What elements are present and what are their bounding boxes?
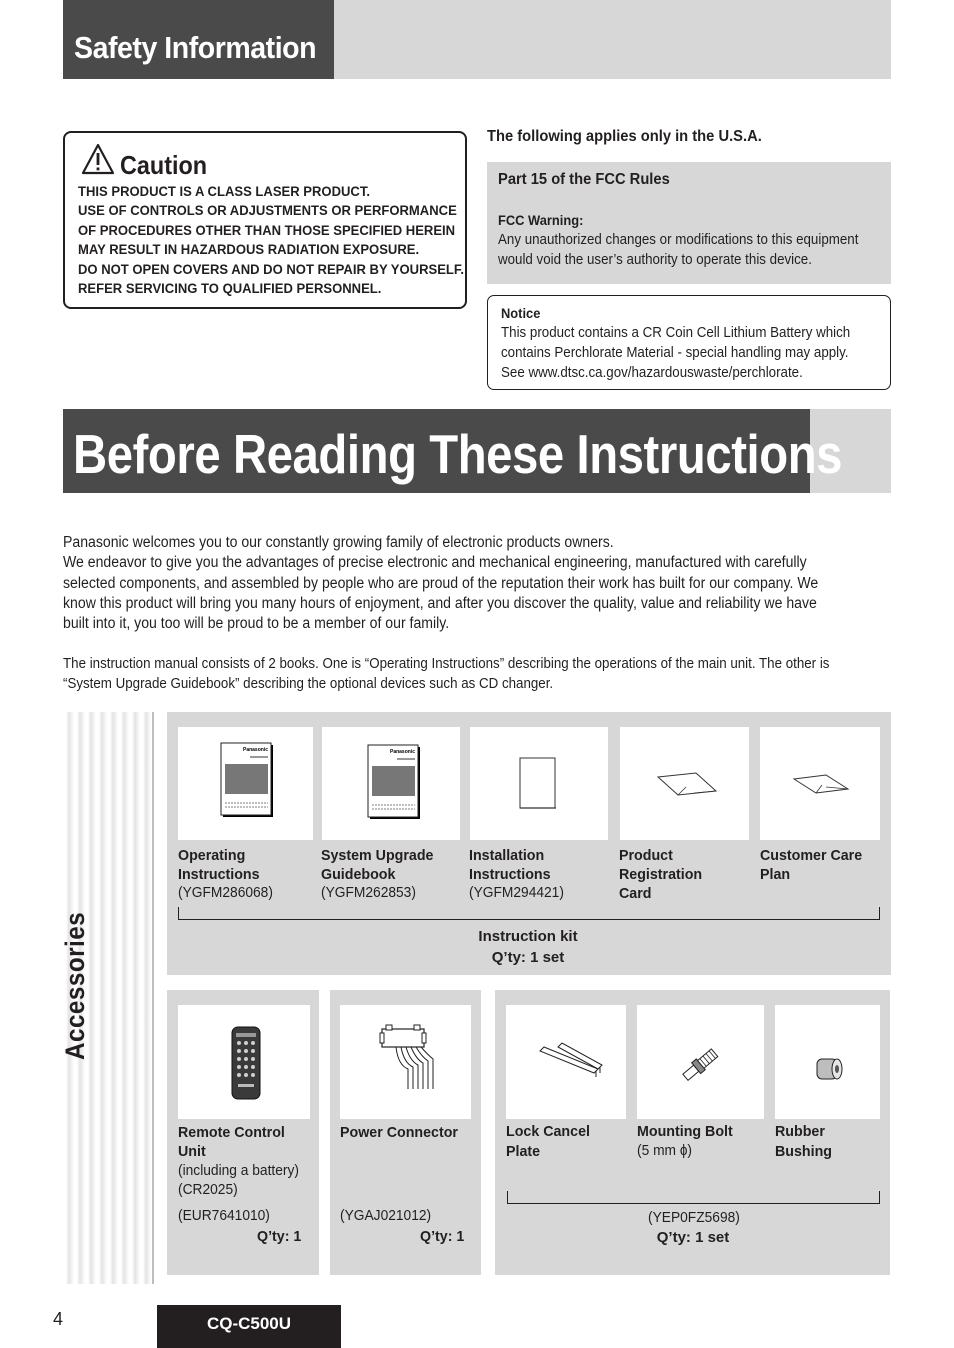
notice-title: Notice [501,305,541,321]
caution-line: MAY RESULT IN HAZARDOUS RADIATION EXPOSURE. [78,242,420,259]
mounting-bolt-icon [637,1005,764,1119]
instruction-kit-label: Instruction kit [478,928,578,945]
installation-instructions-sheet-icon [470,727,608,840]
mounting-parts-bracket [507,1191,880,1204]
intro-line: We endeavor to give you the advantages of precise electronic and mechanical engineering, manufactured with carefully [63,554,807,572]
warning-triangle-icon [81,143,115,175]
item-part-remote: (EUR7641010) [178,1208,270,1224]
item-name-bushing-2: Bushing [775,1143,832,1160]
item-extra-bolt: (5 mm ɸ) [637,1143,693,1159]
item-name-remote-1: Remote Control [178,1124,285,1141]
item-name-registration-2: Registration [619,866,703,883]
intro-line: Panasonic welcomes you to our constantly growing family of electronic products owners. [63,534,614,551]
operating-instructions-tile [178,727,313,840]
mounting-parts-qty: Q’ty: 1 set [656,1229,730,1246]
item-part-installation: (YGFM294421) [469,885,564,901]
item-name-upgrade-1: System Upgrade [321,847,434,864]
registration-card-icon [620,727,749,840]
notice-line: See www.dtsc.ca.gov/hazardouswaste/perchlorate. [501,365,803,381]
system-upgrade-guidebook-tile [322,727,460,840]
manual-line: The instruction manual consists of 2 books. One is “Operating Instructions” describing the operations of the main unit. The other is [63,656,830,672]
fcc-warning-text [498,230,884,270]
caution-text [78,183,466,299]
caution-line: OF PROCEDURES OTHER THAN THOSE SPECIFIED HEREIN [78,222,456,239]
item-name-lockplate-1: Lock Cancel [506,1123,590,1140]
fcc-line: Any unauthorized changes or modifications to this equipment [498,232,859,248]
mounting-bolt-tile [637,1005,764,1119]
book-brand-text: Panasonic [242,747,268,753]
item-extra-remote-2: (CR2025) [178,1182,238,1198]
item-name-operating-2: Instructions [178,866,260,883]
lock-cancel-plate-tile [506,1005,626,1119]
item-name-careplan-1: Customer Care [760,847,863,864]
item-name-operating-1: Operating [178,847,246,864]
power-connector-icon [340,1005,471,1119]
intro-paragraph [63,533,891,634]
remote-control-icon [178,1005,310,1119]
item-name-lockplate-2: Plate [506,1143,541,1160]
notice-line: contains Perchlorate Material - special handling may apply. [501,345,849,361]
item-name-bolt: Mounting Bolt [637,1123,733,1140]
fcc-line: would void the user’s authority to operate this device. [498,252,812,268]
usa-note: The following applies only in the U.S.A. [487,128,762,145]
item-part-operating: (YGFM286068) [178,885,273,901]
item-qty-remote: Q’ty: 1 [257,1228,302,1245]
item-part-upgrade: (YGFM262853) [321,885,416,901]
item-name-registration-3: Card [619,885,652,902]
item-qty-power: Q’ty: 1 [420,1228,465,1245]
item-name-careplan-2: Plan [760,866,791,883]
manual-line: “System Upgrade Guidebook” describing the optional devices such as CD changer. [63,676,554,692]
fcc-warning-label: FCC Warning: [498,212,584,228]
fcc-box [487,162,891,284]
customer-care-plan-icon [760,727,880,840]
item-name-remote-2: Unit [178,1143,206,1160]
caution-line: DO NOT OPEN COVERS AND DO NOT REPAIR BY YOURSELF. [78,261,465,278]
remote-control-tile [178,1005,310,1119]
before-title: Before Reading These Instructions [73,423,843,485]
lock-cancel-plate-icon [506,1005,626,1119]
intro-line: know this product will bring you many hours of enjoyment, and after you discover the quality, value and reliability we have [63,594,817,612]
notice-text [501,323,887,383]
instruction-kit-qty: Q’ty: 1 set [491,949,565,966]
page-number: 4 [53,1309,64,1329]
item-name-power: Power Connector [340,1124,458,1141]
intro-line: built into it, you too will be proud to be a member of our family. [63,615,450,633]
item-name-registration-1: Product [619,847,673,864]
manual-paragraph [63,654,891,694]
item-part-mounting: (YEP0FZ5698) [648,1210,740,1226]
operating-instructions-book-icon [178,727,313,840]
notice-box [487,295,891,390]
caution-box [63,131,467,309]
customer-care-plan-tile [760,727,880,840]
system-upgrade-guidebook-icon [322,727,460,840]
power-connector-tile [340,1005,471,1119]
item-part-power: (YGAJ021012) [340,1208,432,1224]
item-name-upgrade-2: Guidebook [321,866,396,883]
fcc-title: Part 15 of the FCC Rules [498,171,670,188]
item-name-bushing-1: Rubber [775,1123,825,1140]
caution-line: THIS PRODUCT IS A CLASS LASER PRODUCT. [78,184,371,200]
model-badge: CQ-C500U [157,1305,341,1348]
intro-line: selected components, and assembled by people who are proud of the reputation their work has built for our company. We [63,574,819,592]
safety-title: Safety Information [74,30,317,65]
notice-line: This product contains a CR Coin Cell Lithium Battery which [501,325,851,341]
caution-line: USE OF CONTROLS OR ADJUSTMENTS OR PERFORMANCE [78,203,457,220]
caution-line: REFER SERVICING TO QUALIFIED PERSONNEL. [78,281,382,298]
item-extra-remote-1: (including a battery) [178,1163,299,1179]
registration-card-tile [620,727,749,840]
item-name-installation-2: Instructions [469,866,551,883]
accessories-label: Accessories [60,911,90,1060]
caution-title: Caution [120,150,208,180]
item-name-installation-1: Installation [469,847,545,864]
rubber-bushing-icon [775,1005,880,1119]
installation-instructions-tile [470,727,608,840]
instruction-kit-bracket [178,907,880,920]
rubber-bushing-tile [775,1005,880,1119]
book-brand-text: Panasonic [389,749,415,755]
